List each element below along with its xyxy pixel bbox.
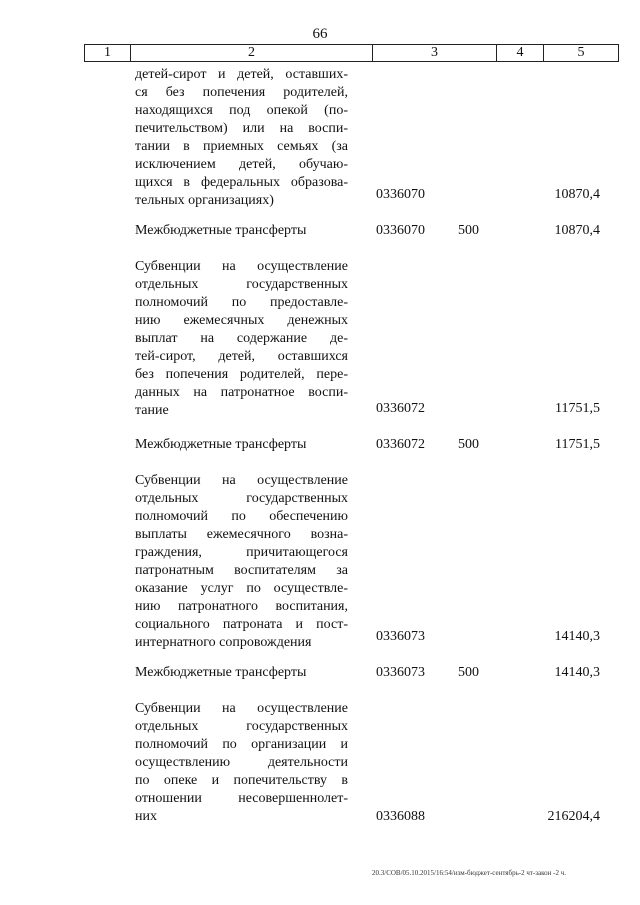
- row-description: [135, 664, 348, 682]
- description-line: по опеке и попечительству в: [135, 773, 348, 788]
- row-description: [135, 472, 348, 652]
- description-line: данных на патронатное воспи-: [135, 385, 348, 400]
- description-line: тании в приемных семьях (за: [135, 139, 348, 154]
- description-line: тей-сирот, детей, оставшихся: [135, 349, 348, 364]
- row-description: [135, 258, 348, 420]
- row-description: [135, 66, 348, 210]
- row-description: [135, 700, 348, 826]
- row-code: 0336088: [376, 809, 425, 824]
- description-line: интернатного сопровождения: [135, 635, 312, 650]
- row-code: 0336073: [376, 665, 425, 680]
- description-line: находящихся под опекой (по-: [135, 103, 348, 118]
- table-header: [84, 44, 619, 62]
- description-line: Межбюджетные трансферты: [135, 437, 307, 452]
- description-line: нию ежемесячных денежных: [135, 313, 348, 328]
- row-amount: 11751,5: [555, 401, 600, 416]
- column-header-3: 3: [373, 45, 497, 61]
- row-expense-type: 500: [458, 223, 479, 238]
- column-header-4: 4: [497, 45, 544, 61]
- description-line: нию патронатного воспитания,: [135, 599, 348, 614]
- description-line: выплаты ежемесячного возна-: [135, 527, 348, 542]
- row-expense-type: 500: [458, 437, 479, 452]
- description-line: осуществлению деятельности: [135, 755, 348, 770]
- description-line: тельных организациях): [135, 193, 274, 208]
- description-line: Субвенции на осуществление: [135, 701, 348, 716]
- row-description: [135, 222, 348, 240]
- row-code: 0336072: [376, 401, 425, 416]
- row-description: [135, 436, 348, 454]
- description-line: исключением детей, обучаю-: [135, 157, 348, 172]
- description-line: граждения, причитающегося: [135, 545, 348, 560]
- row-code: 0336070: [376, 187, 425, 202]
- description-line: детей-сирот и детей, оставших-: [135, 67, 348, 82]
- row-amount: 14140,3: [554, 665, 600, 680]
- description-line: Субвенции на осуществление: [135, 473, 348, 488]
- description-line: Субвенции на осуществление: [135, 259, 348, 274]
- description-line: без попечения родителей, пере-: [135, 367, 348, 382]
- description-line: Межбюджетные трансферты: [135, 665, 307, 680]
- document-footer: 20.3/СОВ/05.10.2015/16:54/изм-бюджет-сентябрь-2 чт-закон -2 ч.: [372, 869, 567, 877]
- description-line: печительством) или на воспи-: [135, 121, 348, 136]
- description-line: выплат на содержание де-: [135, 331, 348, 346]
- description-line: оказание услуг по осуществле-: [135, 581, 348, 596]
- row-code: 0336070: [376, 223, 425, 238]
- description-line: ся без попечения родителей,: [135, 85, 348, 100]
- description-line: Межбюджетные трансферты: [135, 223, 307, 238]
- row-code: 0336072: [376, 437, 425, 452]
- description-line: полномочий по организации и: [135, 737, 348, 752]
- description-line: отношении несовершеннолет-: [135, 791, 348, 806]
- description-line: полномочий по обеспечению: [135, 509, 348, 524]
- description-line: отдельных государственных: [135, 491, 348, 506]
- row-amount: 11751,5: [555, 437, 600, 452]
- page-number: 66: [312, 26, 328, 42]
- description-line: отдельных государственных: [135, 719, 348, 734]
- description-line: тание: [135, 403, 169, 418]
- description-line: социального патроната и пост-: [135, 617, 348, 632]
- row-amount: 10870,4: [554, 187, 600, 202]
- description-line: отдельных государственных: [135, 277, 348, 292]
- row-amount: 14140,3: [554, 629, 600, 644]
- description-line: щихся в федеральных образова-: [135, 175, 348, 190]
- description-line: них: [135, 809, 157, 824]
- column-header-5: 5: [577, 45, 585, 60]
- row-amount: 10870,4: [554, 223, 600, 238]
- row-amount: 216204,4: [547, 809, 600, 824]
- column-header-1: 1: [85, 45, 131, 61]
- row-code: 0336073: [376, 629, 425, 644]
- description-line: патронатным воспитателям за: [135, 563, 348, 578]
- column-header-2: 2: [131, 45, 373, 61]
- row-expense-type: 500: [458, 665, 479, 680]
- description-line: полномочий по предоставле-: [135, 295, 348, 310]
